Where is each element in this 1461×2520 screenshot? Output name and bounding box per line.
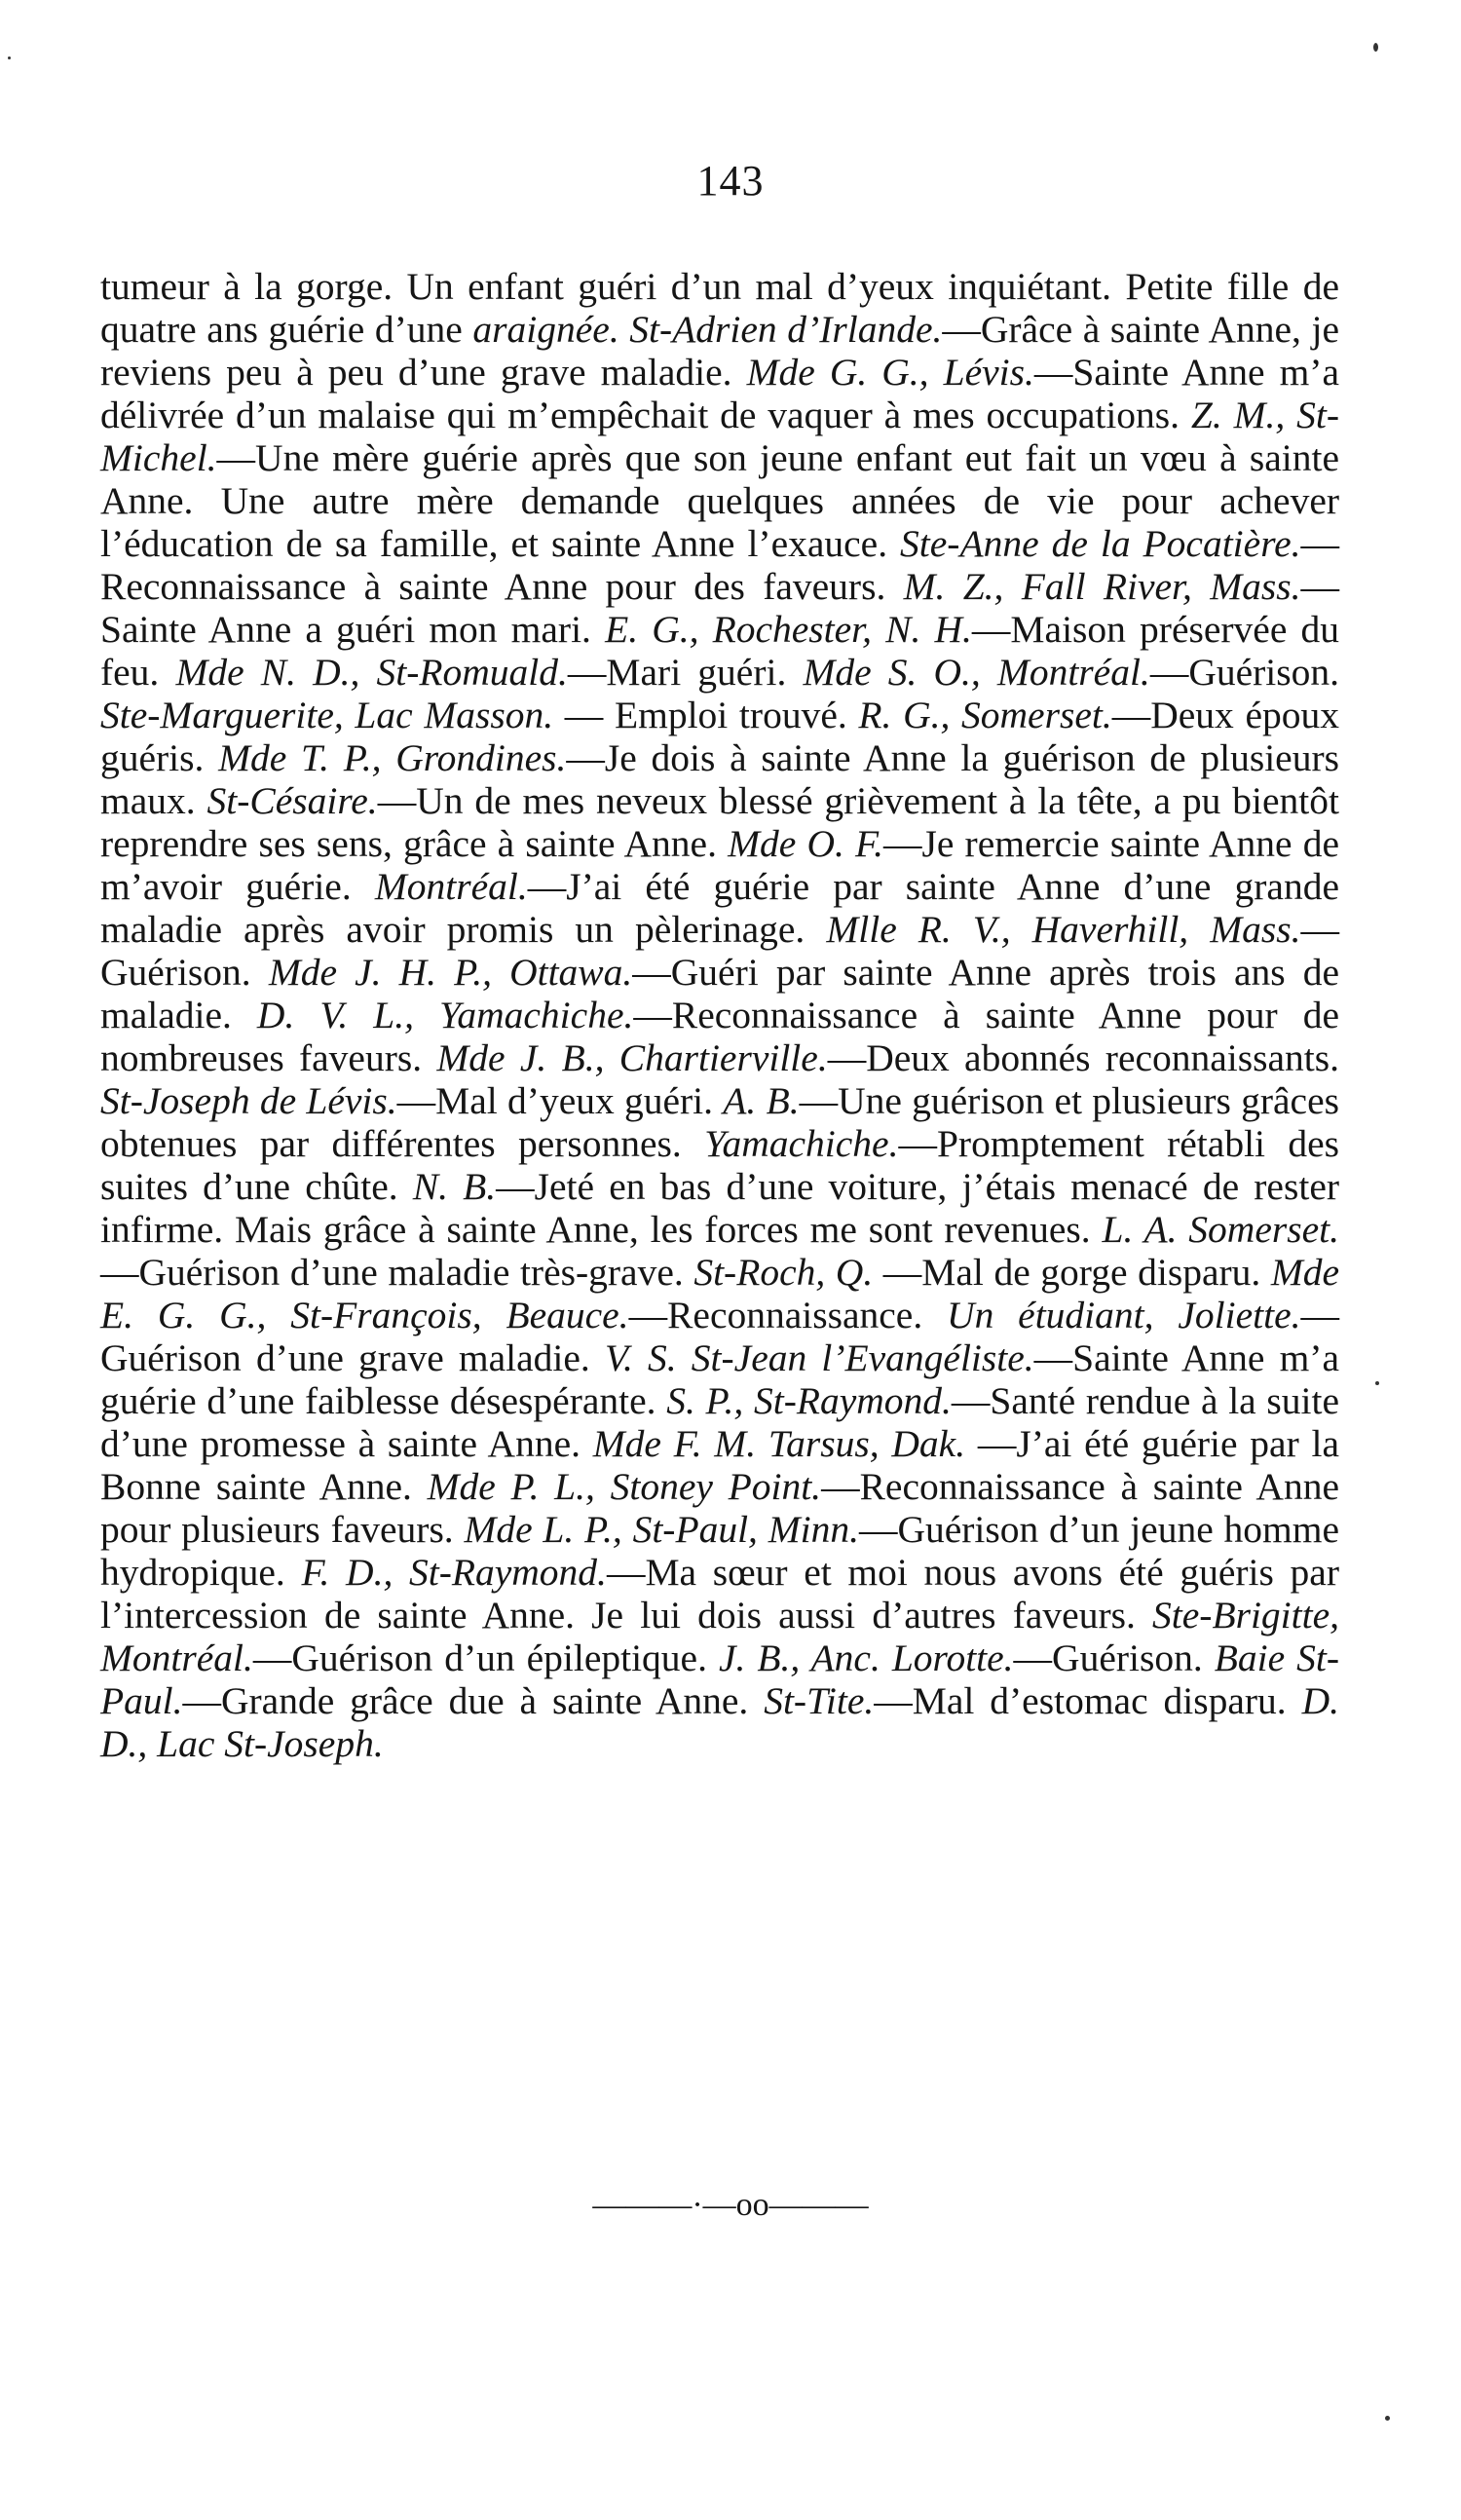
reference-text: Ste-Marguerite, Lac Masson. (100, 694, 554, 736)
body-paragraph (100, 265, 1339, 1765)
testimony-text: —Je remercie sainte Anne de m’avoir guérie. (100, 822, 1340, 908)
reference-text: St-Tite. (764, 1679, 875, 1722)
testimony-text: —J’ai été guérie par sainte Anne d’une grande maladie après avoir promis un pèlerinage. (100, 865, 1339, 951)
reference-text: V. S. St-Jean l’Evangéliste. (604, 1336, 1034, 1379)
reference-text: Ste-Anne de la Pocatière. (900, 522, 1301, 565)
testimony-text: — Emploi trouvé. (553, 694, 859, 736)
reference-text: Yamachiche. (704, 1122, 899, 1165)
testimony-text: tumeur à la gorge. Un enfant guéri d’un mal d’yeux inquiétant. Petite fille de quatre ans guérie d’une (100, 265, 1339, 351)
testimony-text: —Guérison d’un épileptique. (252, 1636, 719, 1679)
reference-text: F. D., St-Raymond. (301, 1551, 607, 1594)
testimony-text: —Promptement rétabli des suites d’une chûte. (100, 1122, 1339, 1208)
scan-speck (1385, 2416, 1390, 2421)
reference-text: Mde E. G. G., St-François, Beauce. (100, 1251, 1340, 1336)
testimony-text: —Reconnaissance à sainte Anne pour de nombreuses faveurs. (100, 994, 1339, 1079)
reference-text: E. G., Rochester, N. H. (605, 608, 972, 651)
reference-text: Mde L. P., St-Paul, Minn. (464, 1508, 859, 1551)
reference-text: Montréal. (374, 865, 528, 908)
reference-text: M. Z., Fall River, Mass. (903, 565, 1301, 608)
reference-text: Mde F. M. Tarsus, Dak. (592, 1422, 966, 1465)
reference-text: Un étudiant, Joliette. (947, 1294, 1301, 1336)
reference-text: Ste-Brigitte, Montréal. (100, 1594, 1339, 1679)
reference-text: S. P., St-Raymond. (666, 1379, 952, 1422)
reference-text: St-Roch, Q. (693, 1251, 874, 1294)
testimony-text: —Guérison. (100, 908, 1339, 994)
testimony-text: —Deux abonnés reconnaissants. (827, 1036, 1340, 1079)
testimony-text: —Sainte Anne m’a délivrée d’un malaise qui m’empêchait de vaquer à mes occupations. (100, 351, 1339, 436)
testimony-text: —Guéri par sainte Anne après trois ans de maladie. (100, 951, 1340, 1036)
testimony-text: —J’ai été guérie par la Bonne sainte Anne. (100, 1422, 1339, 1508)
reference-text: Mde P. L., Stoney Point. (427, 1465, 822, 1508)
testimony-text: —Reconnaissance. (628, 1294, 948, 1336)
testimony-text: —Maison préservée du feu. (100, 608, 1339, 694)
reference-text: Mde N. D., St-Romuald. (175, 651, 568, 694)
testimony-text: —Reconnaissance à sainte Anne pour plusieurs faveurs. (100, 1465, 1339, 1551)
reference-text: Mde J. B., Chartierville. (436, 1036, 828, 1079)
reference-text: Mde J. H. P., Ottawa. (268, 951, 633, 994)
testimony-text: —Ma sœur et moi nous avons été guéris par l’intercession de sainte Anne. Je lui dois aussi d’autres faveurs. (100, 1551, 1339, 1636)
reference-text: St-Joseph de Lévis. (100, 1079, 397, 1122)
page-number: 143 (696, 157, 765, 205)
reference-text: Mde S. O., Montréal. (803, 651, 1150, 694)
reference-text: J. B., Anc. Lorotte. (718, 1636, 1014, 1679)
testimony-text: —Deux époux guéris. (100, 694, 1339, 779)
reference-text: R. G., Somerset. (858, 694, 1112, 736)
scan-speck (1373, 43, 1378, 52)
testimony-text: —Guérison. (1013, 1636, 1215, 1679)
reference-text: araignée. St-Adrien d’Irlande. (472, 308, 943, 351)
reference-text: Z. M., St-Michel. (100, 394, 1339, 479)
testimony-text: —Guérison d’un jeune homme hydropique. (100, 1508, 1339, 1594)
reference-text: D. D., Lac St-Joseph. (100, 1679, 1340, 1765)
reference-text: Baie St-Paul. (100, 1636, 1339, 1722)
reference-text: Mde G. G., Lévis. (746, 351, 1034, 394)
scan-speck (1375, 1381, 1379, 1385)
reference-text: Mde T. P., Grondines. (218, 736, 567, 779)
testimony-text: —Jeté en bas d’une voiture, j’étais menacé de rester infirme. Mais grâce à sainte Anne, les forces me sont revenues. (100, 1165, 1339, 1251)
scan-speck (8, 56, 11, 59)
reference-text: Mlle R. V., Haverhill, Mass. (826, 908, 1301, 951)
reference-text: N. B. (412, 1165, 497, 1208)
testimony-text: —Guérison d’une maladie très-grave. (100, 1251, 694, 1294)
testimony-text: —Mal d’yeux guéri. (396, 1079, 724, 1122)
testimony-text: —Reconnaissance à sainte Anne pour des faveurs. (100, 522, 1340, 608)
testimony-text: —Guérison. (1149, 651, 1339, 694)
testimony-text: —Santé rendue à la suite d’une promesse à sainte Anne. (100, 1379, 1339, 1465)
testimony-text: —Grande grâce due à sainte Anne. (182, 1679, 765, 1722)
reference-text: A. B. (723, 1079, 800, 1122)
testimony-text: —Un de mes neveux blessé grièvement à la tête, a pu bientôt reprendre ses sens, grâce à sainte Anne. (100, 779, 1339, 865)
testimony-text: —Je dois à sainte Anne la guérison de plusieurs maux. (100, 736, 1339, 822)
reference-text: L. A. Somerset. (1102, 1208, 1339, 1251)
testimony-text: —Mal de gorge disparu. (873, 1251, 1271, 1294)
reference-text: Mde O. F. (728, 822, 883, 865)
testimony-text: —Sainte Anne m’a guérie d’une faiblesse désespérante. (100, 1336, 1339, 1422)
testimony-text: —Grâce à sainte Anne, je reviens peu à peu d’une grave maladie. (100, 308, 1339, 394)
testimony-text: —Une guérison et plusieurs grâces obtenues par différentes personnes. (100, 1079, 1339, 1165)
section-ornament: ———·—oo——— (592, 2187, 869, 2223)
reference-text: St-Césaire. (206, 779, 378, 822)
testimony-text: —Sainte Anne a guéri mon mari. (100, 565, 1339, 651)
testimony-text: —Une mère guérie après que son jeune enfant eut fait un vœu à sainte Anne. Une autre mère demande quelques années de vie pour achever l’éducation de sa famille, et sainte Anne l’exauce. (100, 436, 1339, 565)
testimony-text: —Guérison d’une grave maladie. (100, 1294, 1339, 1379)
testimony-text: —Mal d’estomac disparu. (874, 1679, 1302, 1722)
reference-text: D. V. L., Yamachiche. (256, 994, 634, 1036)
testimony-text: —Mari guéri. (567, 651, 804, 694)
